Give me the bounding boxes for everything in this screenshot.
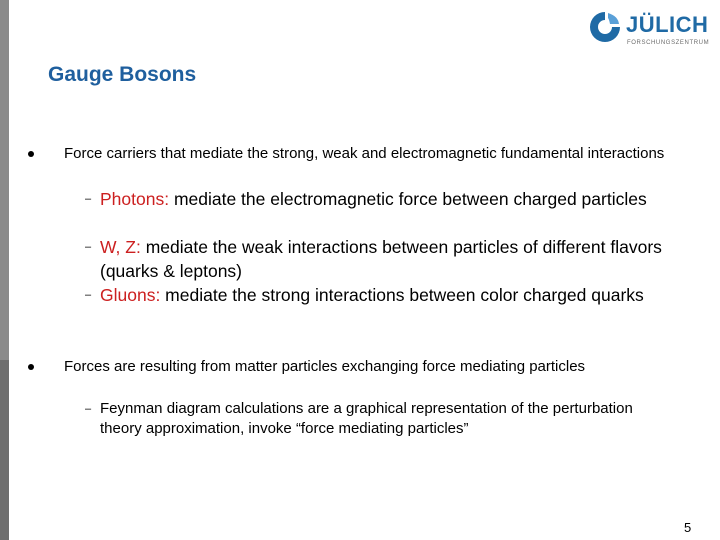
logo-subtitle: FORSCHUNGSZENTRUM: [627, 40, 710, 46]
sub-bullet-text: [100, 187, 690, 211]
bullet-dot: [28, 364, 34, 370]
sub-bullet-text: [100, 235, 690, 283]
dash-icon: –: [85, 289, 92, 301]
term-label: Photons:: [100, 189, 170, 209]
term-description: mediate the strong interactions between color charged quarks: [160, 285, 644, 305]
term-description: mediate the electromagnetic force between charged particles: [169, 189, 647, 209]
term-description: mediate the weak interactions between particles of different flavors (quarks & leptons): [100, 237, 662, 281]
bullet-dot: [28, 151, 34, 157]
sub-bullet-text: [100, 283, 690, 307]
page-number: 5: [684, 520, 692, 535]
dash-icon: –: [85, 241, 92, 253]
julich-logo: [588, 10, 714, 50]
term-label: Gluons:: [100, 285, 161, 305]
term-label: W, Z:: [100, 237, 141, 257]
sub-bullet-text: Feynman diagram calculations are a graphical representation of the perturbation theory approximation, invoke “force mediating particles”: [100, 400, 633, 437]
bullet-text: Forces are resulting from matter particles exchanging force mediating particles: [64, 358, 586, 375]
dash-icon: –: [85, 403, 92, 415]
logo-wordmark: JÜLICH: [626, 12, 709, 37]
slide-title: Gauge Bosons: [48, 63, 197, 86]
dash-icon: –: [85, 193, 92, 205]
julich-logo-icon: [588, 10, 622, 44]
left-side-bar-accent: [0, 0, 9, 360]
bullet-text: Force carriers that mediate the strong, weak and electromagnetic fundamental interactions: [64, 145, 665, 162]
